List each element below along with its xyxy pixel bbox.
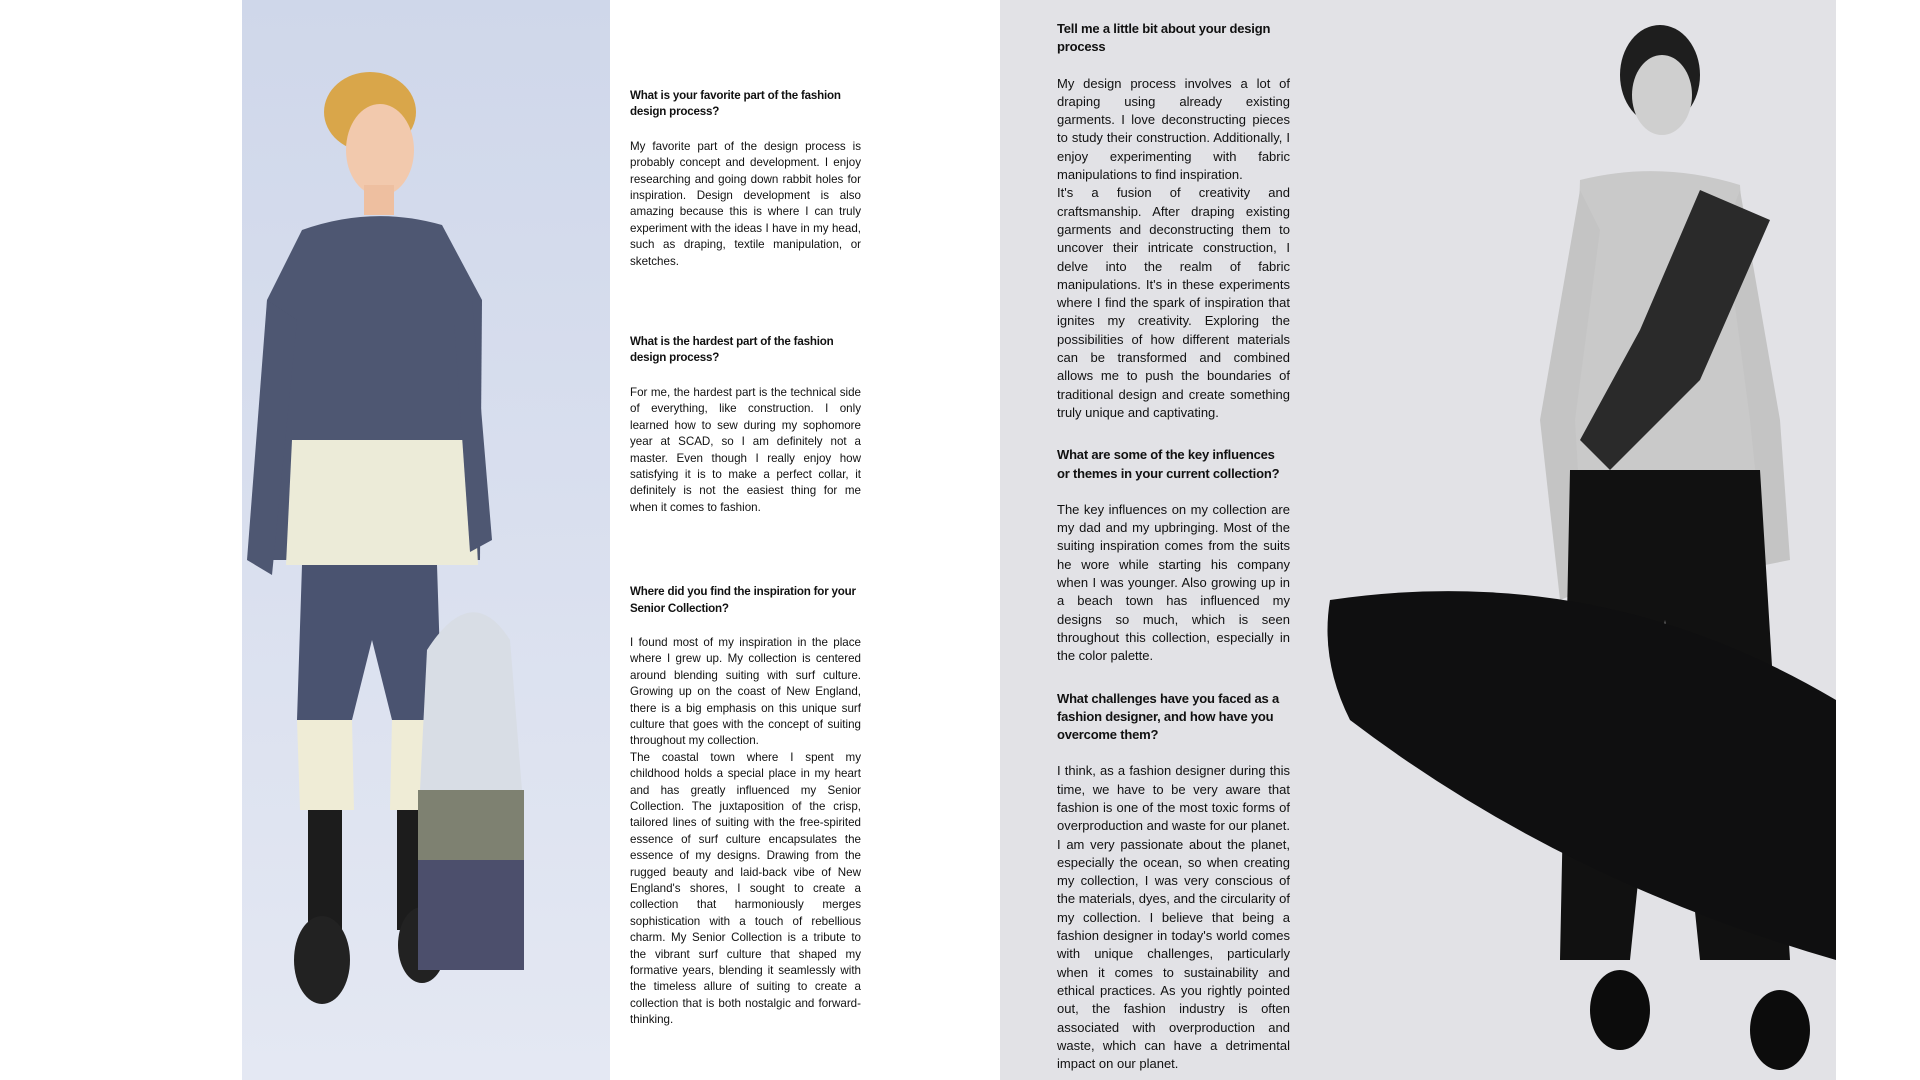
question-heading: What challenges have you faced as a fashion designer, and how have you overcome them?: [1057, 690, 1280, 743]
qa-block: [630, 584, 861, 1029]
answer-text: I think, as a fashion designer during this time, we have to be very aware that fashion is one of the most toxic forms of overproduction and waste for our planet. I am very passionate about the planet, especially the ocean, so when creating my collection, I was very conscious of the materials, dyes, and the circularity of my collection. I believe that being a fashion designer in today's world comes with unique challenges, particularly when it comes to sustainability and ethical practices. As you rightly pointed out, the fashion industry is often associated with overproduction and waste, which can have a detrimental impact on our planet.: [1057, 763, 1290, 1072]
question-heading: What are some of the key influences or themes in your current collection?: [1057, 447, 1280, 481]
photo-model-denim-outfit: [242, 0, 610, 1080]
question-heading: What is the hardest part of the fashion design process?: [630, 335, 834, 365]
answer-text: My design process involves a lot of draping using already existing garments. I love deconstructing pieces to study their construction. Additionally, I enjoy experimenting with fabric manipulations to find inspiration. It's a fusion of creativity and craftsmanship. After draping existing garments and deconstructing them to uncover their intricate construction, I delve into the realm of fabric manipulations. It's in these experiments where I find the spark of inspiration that ignites my creativity. Exploring the possibilities of how different materials can be transformed and combined allows me to push the boundaries of traditional design and create something truly unique and captivating.: [1057, 75, 1290, 420]
answer-text: My favorite part of the design process is probably concept and development. I enjoy researching and going down rabbit holes for inspiration. Design development is also amazing because this is where I can truly experiment with the ideas I have in my head, such as draping, textile manipulation, or sketches.: [630, 139, 861, 268]
qa-block: [630, 334, 861, 516]
qa-block: [1057, 446, 1290, 665]
answer-text: The key influences on my collection are my dad and my upbringing. Most of the suiting inspiration comes from the suits he wore while starting his company when I was younger. Also growing up in a beach town has influenced my designs so much, which is seen throughout this collection, especially in the color palette.: [1057, 501, 1290, 664]
question-heading: What is your favorite part of the fashion design process?: [630, 89, 841, 119]
photo-left-illustration: [242, 0, 610, 1080]
answer-text: I found most of my inspiration in the place where I grew up. My collection is centered around blending suiting with surf culture. Growing up on the coast of New England, there is a big emphasis on this unique surf culture that goes with the concept of suiting throughout my collection. The coastal town where I spent my childhood holds a special place in my heart and has greatly influenced my Senior Collection. The juxtaposition of the crisp, tailored lines of suiting with the free-spirited essence of surf culture encapsulates the essence of my designs. Drawing from the rugged beauty and laid-back vibe of New England's shores, I sought to create a collection that harmoniously merges sophistication with a touch of rebellious charm. My Senior Collection is a tribute to the vibrant surf culture that shaped my formative years, blending it seamlessly with the timeless allure of suiting to create a collection that is both nostalgic and forward-thinking.: [630, 635, 861, 1027]
right-interview-column: [1057, 20, 1290, 1073]
qa-block: [1057, 20, 1290, 422]
left-interview-column: [630, 88, 861, 1029]
question-heading: Where did you find the inspiration for your Senior Collection?: [630, 585, 856, 615]
question-heading: Tell me a little bit about your design process: [1057, 21, 1271, 55]
qa-block: [1057, 690, 1290, 1074]
qa-block: [630, 88, 861, 270]
answer-text: For me, the hardest part is the technical side of everything, like construction. I only learned how to sew during my sophomore year at SCAD, so I am definitely not a master. Even though I really enjoy how satisfying it is to make a perfect collar, it definitely is not the easiest thing for me when it comes to fashion.: [630, 385, 861, 514]
